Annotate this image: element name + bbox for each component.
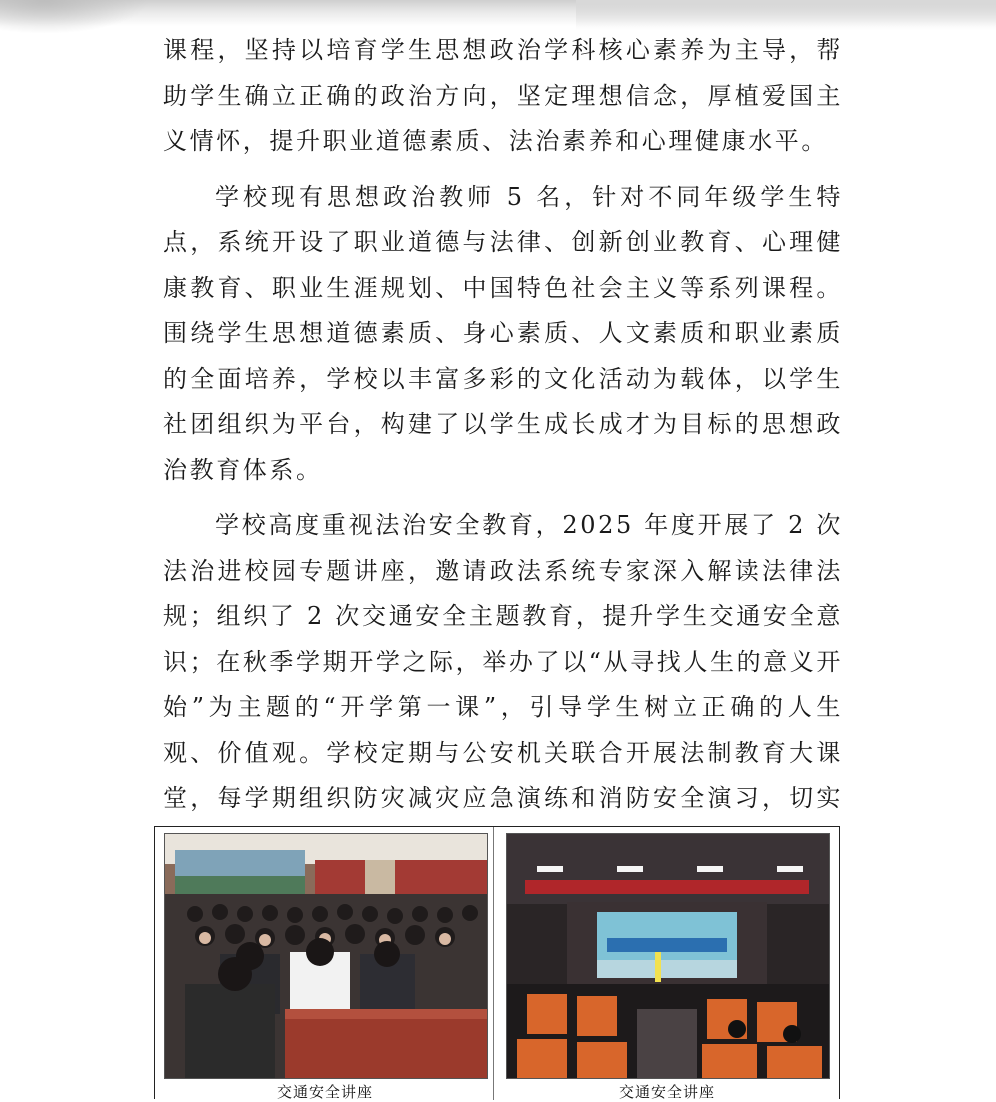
- photo-divider: [493, 827, 494, 1100]
- photo-table: [154, 826, 840, 1099]
- photo-caption-right: 交通安全讲座: [618, 1083, 715, 1101]
- paragraph-teachers: 学校现有思想政治教师 5 名，针对不同年级学生特点，系统开设了职业道德与法律、创新创业教育、心理健康教育、职业生涯规划、中国特色社会主义等系列课程。围绕学生思想道德素质、身心素质、人文素质和职业素质的全面培养，学校以丰富多彩的文化活动为载体，以学生社团组织为平台，构建了以学生成长成才为目标的思想政治教育体系。: [163, 182, 843, 484]
- lecture-hall-photo: [164, 833, 488, 1079]
- paragraph-safety-education: 学校高度重视法治安全教育，2025 年度开展了 2 次法治进校园专题讲座，邀请政法系统专家深入解读法律法规；组织了 2 次交通安全主题教育，提升学生交通安全意识；在秋季学期开学之际，举办了以“从寻找人生的意义开始”为主题的“开学第一课”，引导学生树立正确的人生观、价值观。学校定期与公安机关联合开展法制教育大课堂，每学期组织防灾减灾应急演练和消防安全演习，切实: [163, 511, 843, 812]
- scan-edge-shadow: [576, 0, 996, 30]
- document-body: [163, 28, 843, 877]
- photo-caption-left: 交通安全讲座: [276, 1083, 373, 1101]
- paragraph-curriculum: 课程，坚持以培育学生思想政治学科核心素养为主导，帮助学生确立正确的政治方向，坚定理想信念，厚植爱国主义情怀，提升职业道德素质、法治素养和心理健康水平。: [163, 36, 843, 155]
- traffic-safety-lecture-photo: [506, 833, 830, 1079]
- scan-corner-shadow: [0, 0, 150, 34]
